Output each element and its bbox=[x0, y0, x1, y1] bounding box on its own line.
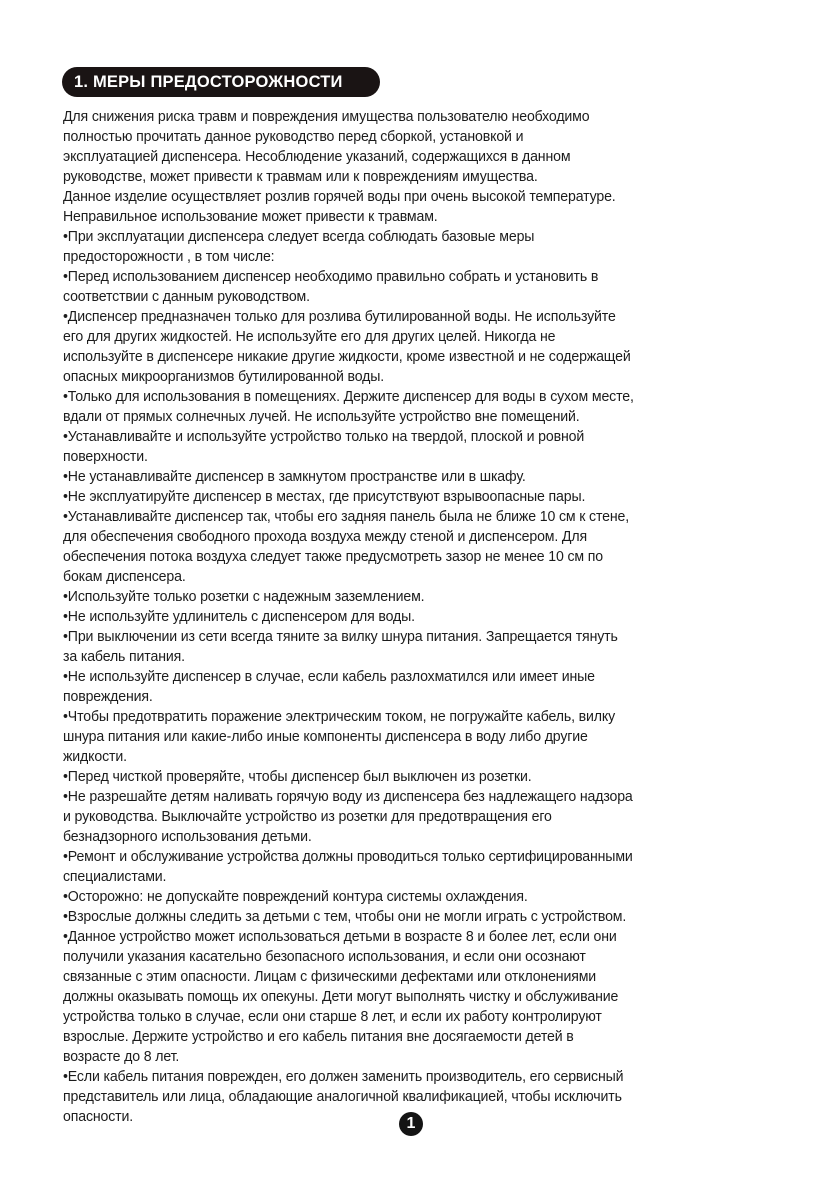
bullet-line: •Данное устройство может использоваться детьми в возрасте 8 и более лет, если они bbox=[63, 928, 617, 945]
text-line: жидкости. bbox=[63, 748, 127, 765]
text-line: полностью прочитать данное руководство перед сборкой, установкой и bbox=[63, 128, 524, 145]
bullet-line: •Чтобы предотвратить поражение электрическим током, не погружайте кабель, вилку bbox=[63, 708, 616, 725]
text-line: опасных микроорганизмов бутилированной воды. bbox=[63, 368, 385, 385]
text-line: обеспечения потока воздуха следует также предусмотреть зазор не менее 10 см по bbox=[63, 548, 604, 565]
text-line: Неправильное использование может привести к травмам. bbox=[63, 208, 438, 225]
precautions-body bbox=[63, 107, 783, 1127]
bullet-line: •Взрослые должны следить за детьми с тем, чтобы они не могли играть с устройством. bbox=[63, 908, 627, 925]
bullet-line: •При выключении из сети всегда тяните за вилку шнура питания. Запрещается тянуть bbox=[63, 628, 618, 645]
text-line: предосторожности , в том числе: bbox=[63, 248, 275, 265]
page-number-badge: 1 bbox=[399, 1112, 423, 1136]
text-line: его для других жидкостей. Не используйте его для других целей. Никогда не bbox=[63, 328, 556, 345]
text-line: соответствии с данным руководством. bbox=[63, 288, 310, 305]
section-title: 1. МЕРЫ ПРЕДОСТОРОЖНОСТИ bbox=[74, 72, 343, 91]
text-line: безнадзорного использования детьми. bbox=[63, 828, 312, 845]
bullet-line: •Перед использованием диспенсер необходимо правильно собрать и установить в bbox=[63, 268, 599, 285]
bullet-line: •Используйте только розетки с надежным заземлением. bbox=[63, 588, 425, 605]
text-line: шнура питания или какие-либо иные компоненты диспенсера в воду либо другие bbox=[63, 728, 588, 745]
bullet-line: •Устанавливайте диспенсер так, чтобы его задняя панель была не ближе 10 см к стене, bbox=[63, 508, 630, 525]
text-line: взрослые. Держите устройство и его кабель питания вне досягаемости детей в bbox=[63, 1028, 574, 1045]
text-line: должны оказывать помощь их опекуны. Дети могут выполнять чистку и обслуживание bbox=[63, 988, 619, 1005]
text-line: связанные с этим опасности. Лицам с физическими дефектами или отклонениями bbox=[63, 968, 597, 985]
bullet-line: •Не используйте удлинитель с диспенсером для воды. bbox=[63, 608, 415, 625]
text-line: специалистами. bbox=[63, 868, 167, 885]
text-line: эксплуатацией диспенсера. Несоблюдение указаний, содержащихся в данном bbox=[63, 148, 571, 165]
text-line: получили указания касательно безопасного использования, и если они осознают bbox=[63, 948, 586, 965]
text-line: Данное изделие осуществляет розлив горячей воды при очень высокой температуре. bbox=[63, 188, 616, 205]
bullet-line: •Если кабель питания поврежден, его должен заменить производитель, его сервисный bbox=[63, 1068, 624, 1085]
text-line: поверхности. bbox=[63, 448, 148, 465]
bullet-line: •Не эксплуатируйте диспенсер в местах, где присутствуют взрывоопасные пары. bbox=[63, 488, 586, 505]
text-line: и руководства. Выключайте устройство из розетки для предотвращения его bbox=[63, 808, 552, 825]
bullet-line: •Только для использования в помещениях. Держите диспенсер для воды в сухом месте, bbox=[63, 388, 634, 405]
text-line: руководстве, может привести к травмам или к повреждениям имущества. bbox=[63, 168, 538, 185]
text-line: Для снижения риска травм и повреждения имущества пользователю необходимо bbox=[63, 108, 590, 125]
section-header-pill bbox=[62, 67, 380, 97]
text-line: опасности. bbox=[63, 1108, 134, 1125]
bullet-line: •Ремонт и обслуживание устройства должны проводиться только сертифицированными bbox=[63, 848, 633, 865]
text-line: для обеспечения свободного прохода воздуха между стеной и диспенсером. Для bbox=[63, 528, 587, 545]
bullet-line: •Устанавливайте и используйте устройство только на твердой, плоской и ровной bbox=[63, 428, 585, 445]
bullet-line: •Не разрешайте детям наливать горячую воду из диспенсера без надлежащего надзора bbox=[63, 788, 633, 805]
text-line: бокам диспенсера. bbox=[63, 568, 186, 585]
text-line: используйте в диспенсере никакие другие жидкости, кроме известной и не содержащей bbox=[63, 348, 631, 365]
bullet-line: •Перед чисткой проверяйте, чтобы диспенсер был выключен из розетки. bbox=[63, 768, 532, 785]
text-line: за кабель питания. bbox=[63, 648, 185, 665]
text-line: устройства только в случае, если они старше 8 лет, и если их работу контролируют bbox=[63, 1008, 602, 1025]
bullet-line: •Не используйте диспенсер в случае, если кабель разлохматился или имеет иные bbox=[63, 668, 595, 685]
text-line: возрасте до 8 лет. bbox=[63, 1048, 180, 1065]
text-line: представитель или лица, обладающие аналогичной квалификацией, чтобы исключить bbox=[63, 1088, 622, 1105]
bullet-line: •Диспенсер предназначен только для розлива бутилированной воды. Не используйте bbox=[63, 308, 616, 325]
bullet-line: •При эксплуатации диспенсера следует всегда соблюдать базовые меры bbox=[63, 228, 535, 245]
text-line: вдали от прямых солнечных лучей. Не используйте устройство вне помещений. bbox=[63, 408, 580, 425]
bullet-line: •Осторожно: не допускайте повреждений контура системы охлаждения. bbox=[63, 888, 528, 905]
text-line: повреждения. bbox=[63, 688, 153, 705]
bullet-line: •Не устанавливайте диспенсер в замкнутом пространстве или в шкафу. bbox=[63, 468, 526, 485]
